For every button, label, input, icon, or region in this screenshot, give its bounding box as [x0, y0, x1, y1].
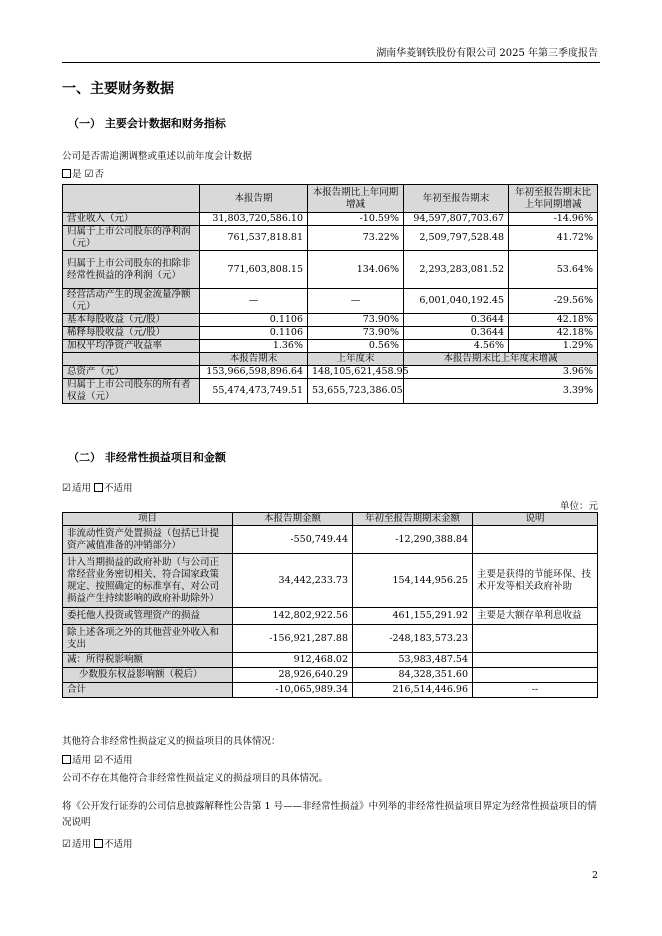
row-label: 归属于上市公司股东的净利润（元） [63, 226, 200, 251]
table-cell: — [308, 289, 404, 314]
table-cell: 154,144,956.25 [353, 554, 473, 608]
subsection-title-1: （一） 主要会计数据和财务指标 [68, 117, 226, 130]
table-row [63, 366, 598, 379]
table-cell: 主要是获得的节能环保、技术开发等相关政府补助 [473, 554, 598, 608]
table-cell: 34,442,233.73 [233, 554, 353, 608]
table-cell: 28,926,640.29 [233, 668, 353, 683]
table-cell: 761,537,818.81 [200, 226, 308, 251]
table-cell: -248,183,573.23 [353, 625, 473, 653]
table-cell: 53,983,487.54 [353, 653, 473, 668]
no-label: 否 [94, 169, 105, 180]
table-cell: 3.39% [404, 379, 598, 404]
table-header-cell: 上年度末 [308, 353, 404, 366]
table-cell: 216,514,446.96 [353, 683, 473, 698]
row-label: 营业收入（元） [63, 213, 200, 226]
table-header-cell: 本报告期金额 [233, 513, 353, 526]
table-row [63, 289, 598, 314]
row-label: 总资产（元） [63, 366, 200, 379]
row-label: 基本每股收益（元/股） [63, 314, 200, 327]
table-row [63, 625, 598, 653]
table-cell: 主要是大额存单利息收益 [473, 608, 598, 625]
table-cell: 6,001,040,192.45 [404, 289, 509, 314]
page-header: 湖南华菱钢铁股份有限公司 2025 年第三季度报告 [376, 48, 598, 59]
table-cell: 84,328,351.60 [353, 668, 473, 683]
restatement-question: 公司是否需追溯调整或重述以前年度会计数据 [62, 151, 253, 162]
row-label: 减：所得税影响额 [63, 653, 233, 668]
applicable-label: 适用 [71, 483, 91, 494]
table-cell: 42.18% [509, 314, 598, 327]
table-row [63, 653, 598, 668]
table-header-row [63, 185, 598, 213]
applicable-checkbox: ☑ [62, 483, 71, 494]
yes-label: 是 [72, 169, 82, 180]
header-divider [62, 62, 600, 63]
table-row [63, 213, 598, 226]
table-cell: 1.29% [509, 340, 598, 353]
table-cell: 134.06% [308, 251, 404, 289]
not-applicable-label: 不适用 [104, 839, 133, 850]
table-row [63, 554, 598, 608]
page-number: 2 [591, 870, 598, 881]
table-cell: 2,293,283,081.52 [404, 251, 509, 289]
applicable-checkbox: ☑ [62, 839, 71, 850]
table-cell: 4.56% [404, 340, 509, 353]
table-header-cell: 年初至报告期末 [404, 185, 509, 213]
table-cell: 0.1106 [200, 327, 308, 340]
other-items-statement: 公司不存在其他符合非经常性损益定义的损益项目的具体情况。 [62, 773, 329, 784]
table-header-cell: 本报告期末比上年度末增减 [404, 353, 598, 366]
table-cell: 0.1106 [200, 314, 308, 327]
table-cell: 771,603,808.15 [200, 251, 308, 289]
table-cell: 94,597,807,703.67 [404, 213, 509, 226]
table-header-cell: 说明 [473, 513, 598, 526]
table-cell: 461,155,291.92 [353, 608, 473, 625]
table-row [63, 668, 598, 683]
row-label: 稀释每股收益（元/股） [63, 327, 200, 340]
applicable-label: 适用 [71, 839, 91, 850]
table-cell [473, 625, 598, 653]
table-header-cell [63, 353, 200, 366]
other-items-heading: 其他符合非经常性损益定义的损益项目的具体情况： [62, 736, 281, 747]
table-cell: -12,290,388.84 [353, 526, 473, 554]
table-cell: 53,655,723,386.05 [308, 379, 404, 404]
other-items-options [62, 752, 133, 766]
table-cell [473, 668, 598, 683]
table-cell: 73.90% [308, 327, 404, 340]
row-label: 委托他人投资或管理资产的损益 [63, 608, 233, 625]
not-applicable-label: 不适用 [104, 483, 133, 494]
table-row [63, 526, 598, 554]
table-cell: 153,966,598,896.64 [200, 366, 308, 379]
row-label: 归属于上市公司股东的扣除非经常性损益的净利润（元） [63, 251, 200, 289]
table-cell: -14.96% [509, 213, 598, 226]
table-cell: 148,105,621,458.95 [308, 366, 404, 379]
table-cell: 73.90% [308, 314, 404, 327]
table-row [63, 251, 598, 289]
applicability-options [62, 480, 133, 494]
table-cell: 0.3644 [404, 327, 509, 340]
table-cell: 0.3644 [404, 314, 509, 327]
table-cell: -156,921,287.88 [233, 625, 353, 653]
applicable-checkbox [62, 755, 71, 764]
table-cell: 41.72% [509, 226, 598, 251]
table-row [63, 340, 598, 353]
row-label: 归属于上市公司股东的所有者权益（元） [63, 379, 200, 404]
table-header-cell: 年初至报告期末比上年同期增减 [509, 185, 598, 213]
financial-data-table [62, 184, 598, 404]
table-row [63, 327, 598, 340]
applicable-label: 适用 [72, 755, 92, 766]
table-header-row [63, 513, 598, 526]
unit-label: 单位：元 [559, 501, 598, 512]
table-header-cell: 本报告期末 [200, 353, 308, 366]
table-cell: 2,509,797,528.48 [404, 226, 509, 251]
row-label: 少数股东权益影响额（税后） [63, 668, 233, 683]
row-label: 加权平均净资产收益率 [63, 340, 200, 353]
table-cell: -29.56% [509, 289, 598, 314]
table-cell: -550,749.44 [233, 526, 353, 554]
table-cell: 42.18% [509, 327, 598, 340]
section-title: 一、主要财务数据 [62, 81, 174, 97]
subsection-title-2: （二） 非经常性损益项目和金额 [68, 451, 226, 464]
table-cell [473, 526, 598, 554]
table-cell: 1.36% [200, 340, 308, 353]
table-row [63, 379, 598, 404]
row-label: 非流动性资产处置损益（包括已计提资产减值准备的冲销部分） [63, 526, 233, 554]
table-header-cell: 项目 [63, 513, 233, 526]
table-cell: — [200, 289, 308, 314]
not-applicable-label: 不适用 [104, 755, 133, 766]
table-cell: 3.96% [404, 366, 598, 379]
table-cell: 0.56% [308, 340, 404, 353]
row-label: 合计 [63, 683, 233, 698]
yes-checkbox [62, 169, 71, 178]
table-cell: 912,468.02 [233, 653, 353, 668]
table-cell: 31,803,720,586.10 [200, 213, 308, 226]
table-cell [473, 653, 598, 668]
row-label: 经营活动产生的现金流量净额（元） [63, 289, 200, 314]
table-cell: -10,065,989.34 [233, 683, 353, 698]
table-row [63, 683, 598, 698]
table-header-cell: 年初至报告期期末金额 [353, 513, 473, 526]
table-row [63, 608, 598, 625]
non-recurring-items-table [62, 512, 598, 698]
table-header-cell: 本报告期 [200, 185, 308, 213]
row-label: 计入当期损益的政府补助（与公司正常经营业务密切相关、符合国家政策规定、按照确定的标准享有、对公司损益产生持续影响的政府补助除外） [63, 554, 233, 608]
row-label: 除上述各项之外的其他营业外收入和支出 [63, 625, 233, 653]
not-applicable-checkbox [94, 483, 103, 492]
table-cell: 53.64% [509, 251, 598, 289]
table-cell: -10.59% [308, 213, 404, 226]
not-applicable-checkbox [94, 839, 103, 848]
table-cell: 73.22% [308, 226, 404, 251]
reclassification-options [62, 836, 133, 850]
table-header-row [63, 353, 598, 366]
no-checkbox: ☑ [84, 169, 94, 180]
table-row [63, 314, 598, 327]
table-cell: 142,802,922.56 [233, 608, 353, 625]
table-header-cell [63, 185, 200, 213]
table-row [63, 226, 598, 251]
restatement-options [62, 166, 104, 180]
table-cell: 55,474,473,749.51 [200, 379, 308, 404]
reclassification-note: 将《公开发行证券的公司信息披露解释性公告第 1 号——非经常性损益》中列举的非经常性损益项目界定为经常性损益项目的情况说明 [62, 801, 597, 828]
not-applicable-checkbox: ☑ [94, 755, 104, 766]
table-header-cell: 本报告期比上年同期增减 [308, 185, 404, 213]
table-cell: -- [473, 683, 598, 698]
